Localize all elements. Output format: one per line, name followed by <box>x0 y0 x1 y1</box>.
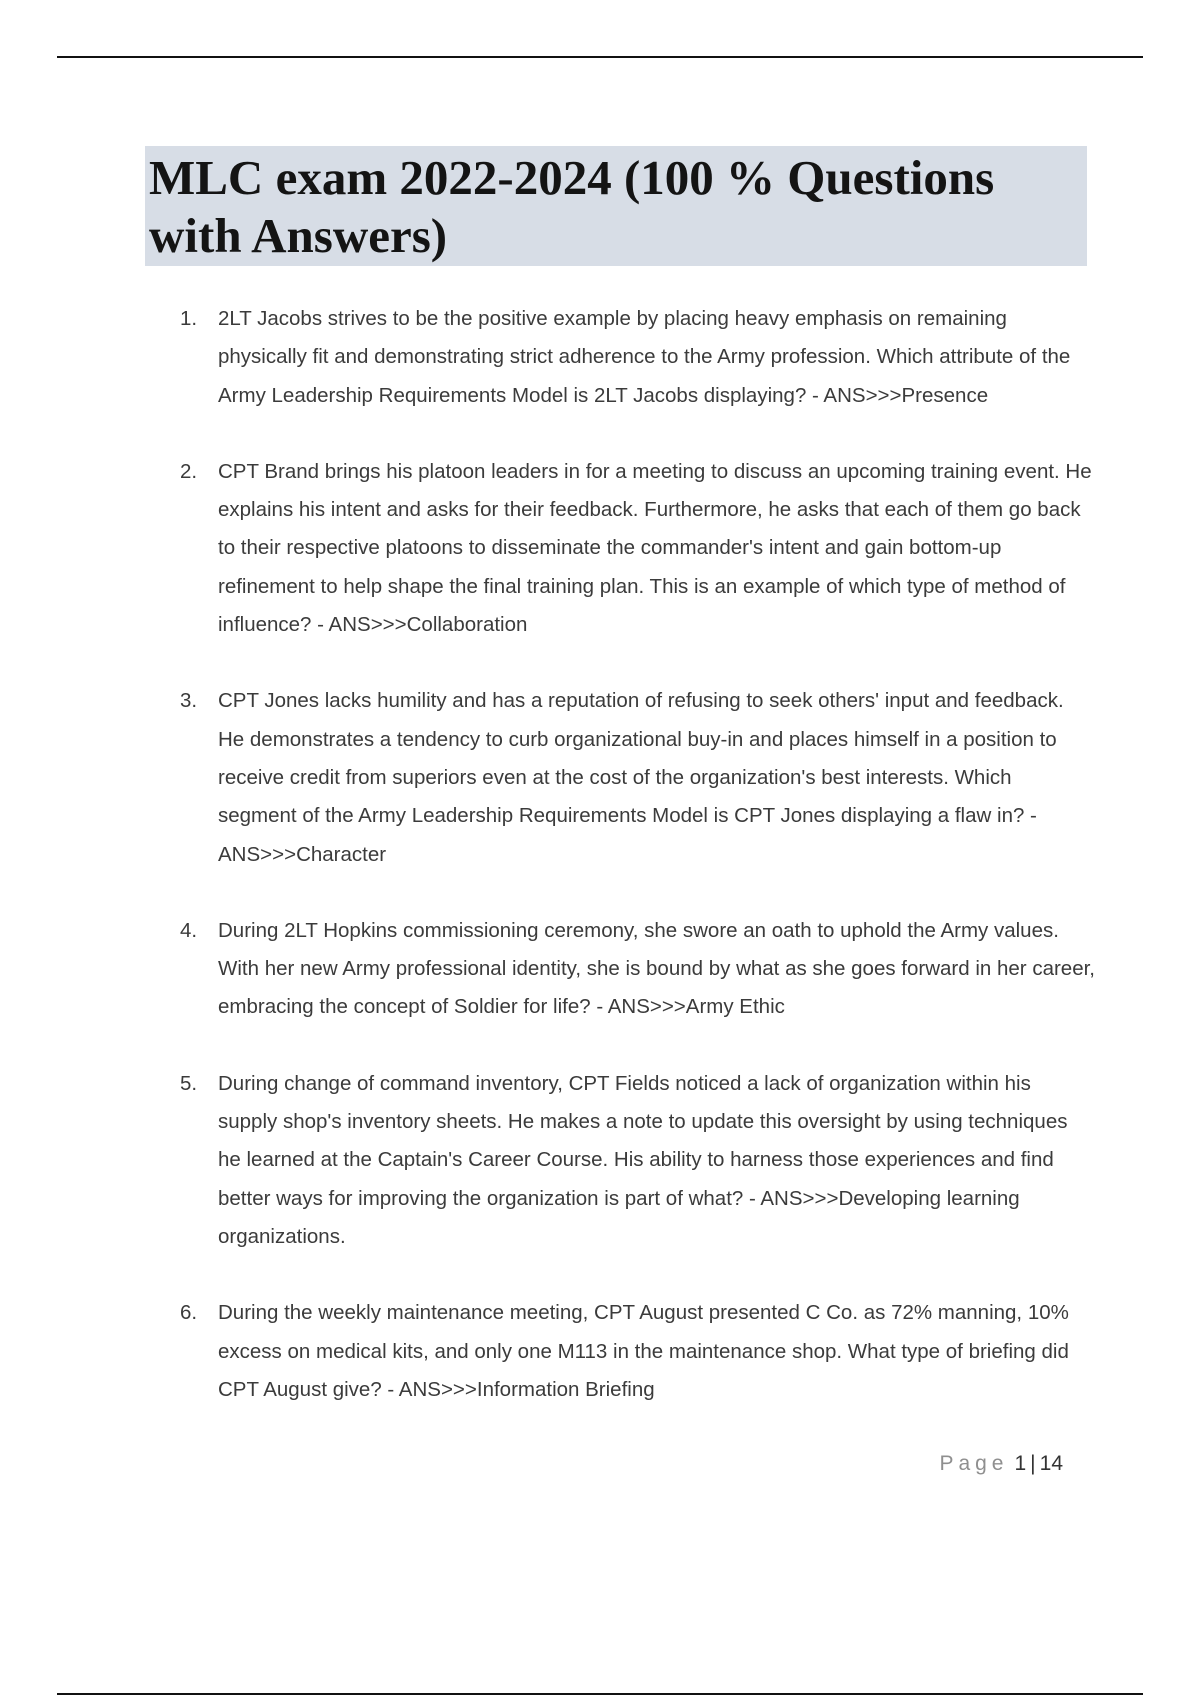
title-box <box>145 146 1087 266</box>
document-title: MLC exam 2022-2024 (100 % Questions with Answers) <box>149 150 995 263</box>
question-item <box>145 1065 1095 1256</box>
bottom-rule <box>57 1693 1143 1695</box>
question-text: 2LT Jacobs strives to be the positive example by placing heavy emphasis on remaining physically fit and demonstrating strict adherence to the Army profession. Which attribute of the Army Leadership Requirements Model is 2LT Jacobs displaying? - ANS>>>Presence <box>218 307 1071 407</box>
question-text: During change of command inventory, CPT Fields noticed a lack of organization within his supply shop's inventory sheets. He makes a note to update this oversight by using techniques he learned at the Captain's Career Course. His ability to harness those experiences and find better ways for improving the organization is part of what? - ANS>>>Developing learning organizations. <box>218 1071 1068 1248</box>
question-number: 1. <box>180 307 198 330</box>
question-text: CPT Jones lacks humility and has a reputation of refusing to seek others' input and feedback. He demonstrates a tendency to curb organizational buy-in and places himself in a position to receive credit from superiors even at the cost of the organization's best interests. Which segment of the Army Leadership Requirements Model is CPT Jones displaying a flaw in? - ANS>>>Character <box>218 689 1064 866</box>
question-item <box>145 912 1095 1027</box>
question-number: 5. <box>180 1071 198 1095</box>
page-footer <box>939 1452 1063 1476</box>
question-text: CPT Brand brings his platoon leaders in for a meeting to discuss an upcoming training event. He explains his intent and asks for their feedback. Furthermore, he asks that each of them go back to their respective platoons to disseminate the commander's intent and gain bottom-up refinement to help shape the final training plan. This is an example of which type of method of influence? - ANS>>>Collaboration <box>218 459 1092 637</box>
top-rule <box>57 56 1143 58</box>
current-page-number: 1 <box>1014 1452 1027 1475</box>
total-pages: 14 <box>1039 1452 1063 1475</box>
page-label: Page <box>939 1452 1009 1475</box>
question-item <box>145 682 1095 873</box>
question-text: During 2LT Hopkins commissioning ceremony, she swore an oath to uphold the Army values. With her new Army professional identity, she is bound by what as she goes forward in her career, embracing the concept of Soldier for life? - ANS>>>Army Ethic <box>218 918 1096 1019</box>
page-separator: | <box>1030 1452 1036 1475</box>
question-text: During the weekly maintenance meeting, CPT August presented C Co. as 72% manning, 10% excess on medical kits, and only one M113 in the maintenance shop. What type of briefing did CPT August give? - ANS>>>Information Briefing <box>218 1301 1069 1401</box>
question-number: 3. <box>180 689 198 713</box>
question-item <box>145 1294 1095 1409</box>
question-number: 2. <box>180 459 198 483</box>
question-number: 4. <box>180 918 198 942</box>
question-item <box>145 453 1095 644</box>
question-number: 6. <box>180 1301 198 1325</box>
question-list <box>145 300 1095 1447</box>
question-item <box>145 300 1095 415</box>
